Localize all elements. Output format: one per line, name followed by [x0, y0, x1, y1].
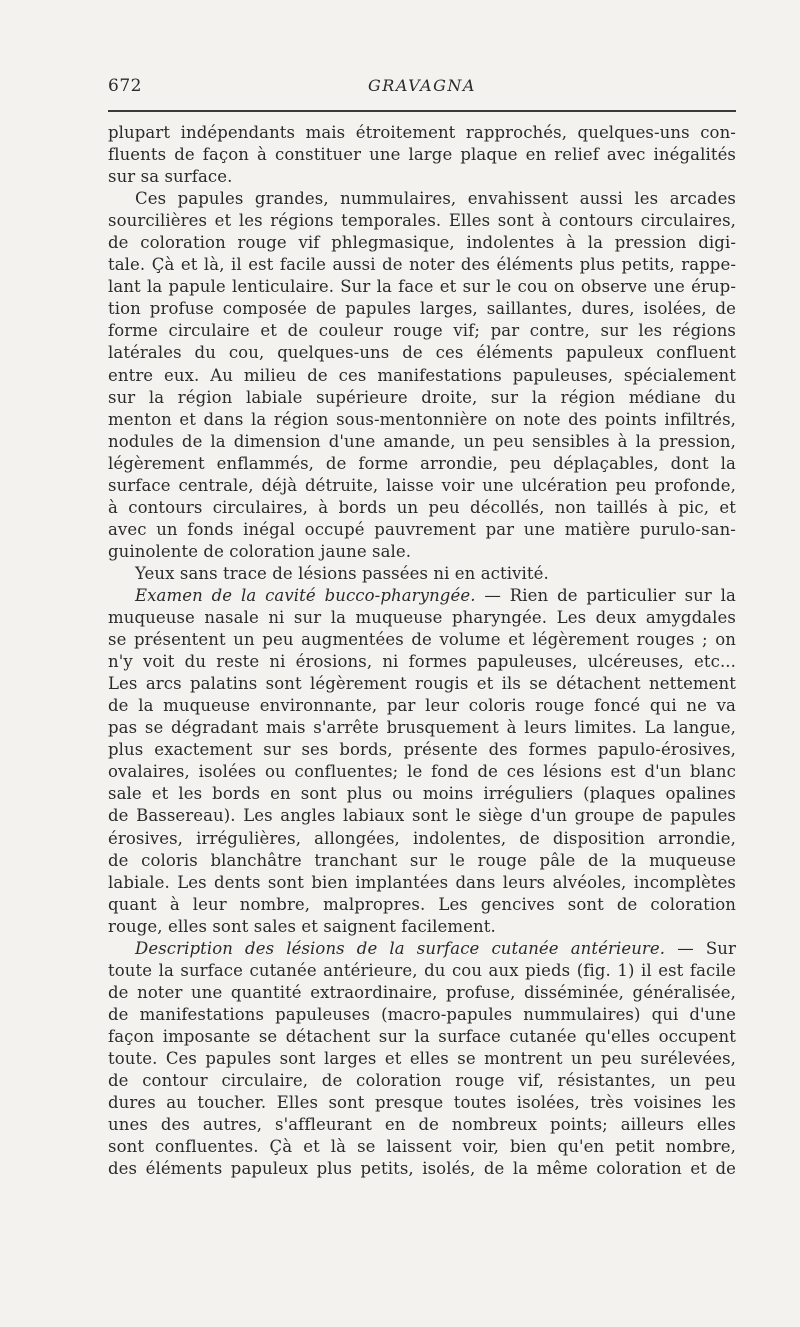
text-line: lant la papule lenticulaire. Sur la face et sur le cou on observe une érup-: [108, 277, 736, 297]
text-line: forme circulaire et de couleur rouge vif; par contre, sur les régions: [108, 321, 736, 341]
text-line: sont confluentes. Çà et là se laissent voir, bien qu'en petit nombre,: [108, 1137, 736, 1157]
text-line: tale. Çà et là, il est facile aussi de noter des éléments plus petits, rappe-: [108, 255, 736, 275]
text-line: de Bassereau). Les angles labiaux sont le siège d'un groupe de papules: [108, 806, 736, 826]
text-line: des éléments papuleux plus petits, isolés, de la même coloration et de: [108, 1159, 736, 1179]
header-rule: [108, 110, 736, 112]
text-line: sourcilières et les régions temporales. Elles sont à contours circulaires,: [108, 211, 736, 231]
text-line: Yeux sans trace de lésions passées ni en activité.: [135, 563, 549, 583]
text-line: labiale. Les dents sont bien implantées dans leurs alvéoles, incomplètes: [108, 872, 736, 892]
text-line: surface centrale, déjà détruite, laisse voir une ulcération peu profonde,: [108, 475, 736, 495]
text-line: sur sa surface.: [108, 167, 233, 187]
text-line: à contours circulaires, à bords un peu décollés, non taillés à pic, et: [108, 497, 736, 517]
text-line: sale et les bords en sont plus ou moins irréguliers (plaques opalines: [108, 784, 736, 804]
text-line: dures au toucher. Elles sont presque toutes isolées, très voisines les: [108, 1093, 736, 1113]
text-line: de noter une quantité extraordinaire, profuse, disséminée, généralisée,: [108, 982, 736, 1002]
text-line: rouge, elles sont sales et saignent facilement.: [108, 916, 496, 936]
text-line: guinolente de coloration jaune sale.: [108, 541, 412, 561]
text-line: Les arcs palatins sont légèrement rougis et ils se détachent nettement: [108, 674, 736, 694]
text-run: — Rien de particulier sur la: [484, 585, 736, 605]
text-line: nodules de la dimension d'une amande, un peu sensibles à la pression,: [108, 431, 736, 451]
text-line: fluents de façon à constituer une large plaque en relief avec inégalités: [108, 145, 736, 165]
text-line: [108, 1180, 736, 1202]
text-line: plus exactement sur ses bords, présente des formes papulo-érosives,: [108, 740, 736, 760]
text-line: façon imposante se détachent sur la surface cutanée qu'elles occupent: [108, 1026, 736, 1046]
page-number: 672: [108, 76, 142, 96]
text-line: de contour circulaire, de coloration rouge vif, résistantes, un peu: [108, 1071, 736, 1091]
running-title: GRAVAGNA: [368, 76, 476, 95]
text-line: entre eux. Au milieu de ces manifestations papuleuses, spécialement: [108, 365, 736, 385]
text-line: [108, 938, 736, 960]
text-line: ovalaires, isolées ou confluentes; le fond de ces lésions est d'un blanc: [108, 762, 736, 782]
text-line: de la muqueuse environnante, par leur coloris rouge foncé qui ne va: [108, 696, 736, 716]
text-line: légèrement enflammés, de forme arrondie, peu déplaçables, dont la: [108, 453, 736, 473]
text-line: muqueuse nasale ni sur la muqueuse pharyngée. Les deux amygdales: [108, 608, 736, 628]
text-line: de manifestations papuleuses (macro-papules nummulaires) qui d'une: [108, 1004, 736, 1024]
text-run: — Sur: [677, 938, 736, 958]
text-line: menton et dans la région sous-mentonnière on note des points infiltrés,: [108, 409, 736, 429]
text-line: Ces papules grandes, nummulaires, envahissent aussi les arcades: [135, 189, 736, 209]
text-line: toute. Ces papules sont larges et elles se montrent un peu surélevées,: [108, 1048, 736, 1068]
text-line: de coloration rouge vif phlegmasique, indolentes à la pression digi-: [108, 233, 736, 253]
section-heading-description: Description des lésions de la surface cutanée antérieure.: [135, 938, 666, 958]
text-line: de coloris blanchâtre tranchant sur le rouge pâle de la muqueuse: [108, 850, 736, 870]
body-text: [108, 122, 736, 1202]
text-line: érosives, irrégulières, allongées, indolentes, de disposition arrondie,: [108, 828, 736, 848]
section-heading-exam: Examen de la cavité bucco-pharyngée.: [135, 585, 476, 605]
page-header: [108, 76, 736, 102]
text-line: sur la région labiale supérieure droite, sur la région médiane du: [108, 387, 736, 407]
text-line: toute la surface cutanée antérieure, du cou aux pieds (fig. 1) il est facile: [108, 960, 736, 980]
text-line: quant à leur nombre, malpropres. Les gencives sont de coloration: [108, 894, 736, 914]
text-line: latérales du cou, quelques-uns de ces éléments papuleux confluent: [108, 343, 736, 363]
text-line: pas se dégradant mais s'arrête brusquement à leurs limites. La langue,: [108, 718, 736, 738]
text-line: unes des autres, s'affleurant en de nombreux points; ailleurs elles: [108, 1115, 736, 1135]
text-line: se présentent un peu augmentées de volume et légèrement rouges ; on: [108, 630, 736, 650]
text-line: tion profuse composée de papules larges, saillantes, dures, isolées, de: [108, 299, 736, 319]
text-line: avec un fonds inégal occupé pauvrement par une matière purulo-san-: [108, 519, 736, 539]
text-line: plupart indépendants mais étroitement rapprochés, quelques-uns con-: [108, 123, 736, 142]
text-line: n'y voit du reste ni érosions, ni formes papuleuses, ulcéreuses, etc...: [108, 652, 736, 672]
text-line: [108, 585, 736, 607]
